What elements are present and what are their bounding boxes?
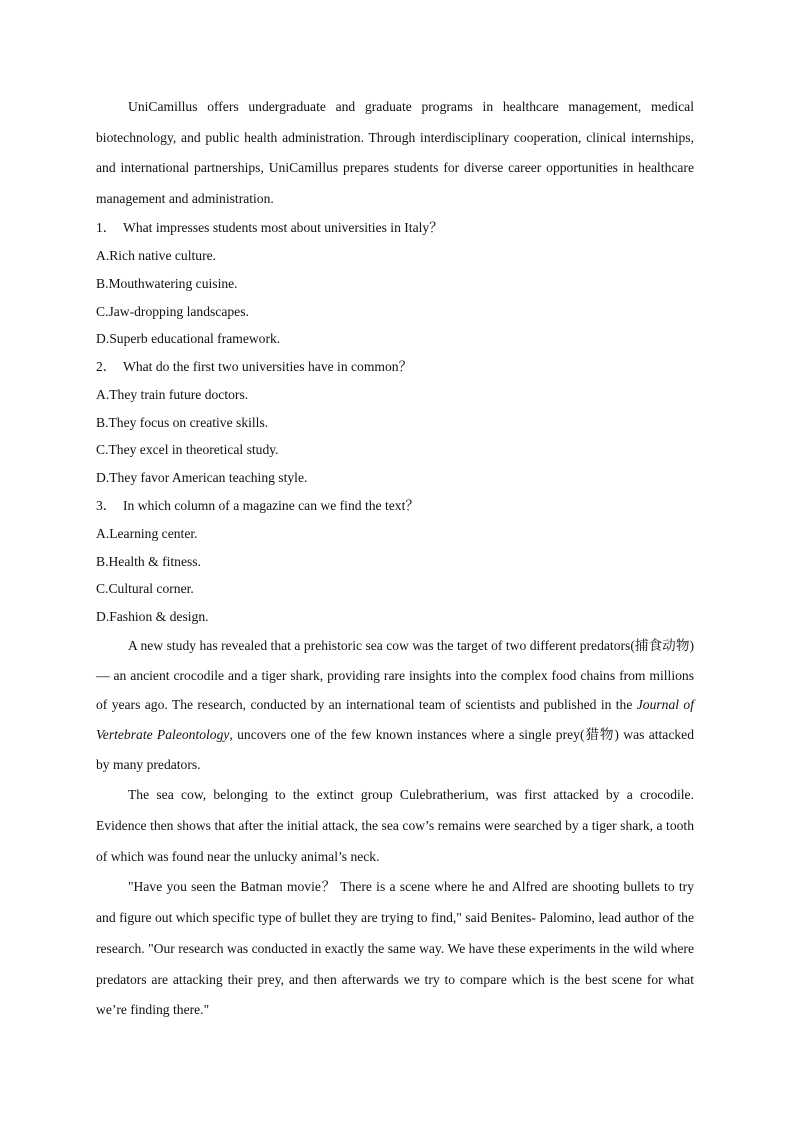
option-c: C.Jaw-dropping landscapes.	[96, 303, 249, 319]
question-2	[96, 353, 694, 492]
option-d: D.Superb educational framework.	[96, 331, 281, 347]
option-b: B.They focus on creative skills.	[96, 414, 269, 430]
intro-paragraph: UniCamillus offers undergraduate and graduate programs in healthcare management, medical biotechnology, and public health administration. Through interdisciplinary cooperation, clinical internships, and international partnerships, UniCamillus prepares students for diverse career opportunities in healthcare management and administration.	[96, 99, 694, 206]
question-number: 3．	[96, 497, 117, 513]
question-text: What impresses students most about universities in Italy？	[123, 220, 443, 235]
option-a: A.They train future doctors.	[96, 387, 249, 403]
passage-paragraph-3: "Have you seen the Batman movie？ There is a scene where he and Alfred are shooting bullets to try and figure out which specific type of bullet they are trying to find," said Benites- Palomino, lead author of the research. "Our research was conducted in exactly the same way. We have these experiments in the wild where predators are attacking their prey, and then afterwards we try to compare which is the best scene for what we’re finding there."	[96, 879, 694, 1018]
question-3	[96, 492, 694, 631]
option-d: D.They favor American teaching style.	[96, 469, 308, 485]
question-number: 2．	[96, 358, 117, 374]
passage-paragraph-1	[96, 631, 694, 779]
option-c: C.Cultural corner.	[96, 581, 194, 597]
passage-paragraph-2: The sea cow, belonging to the extinct group Culebratherium, was first attacked by a crocodile. Evidence then shows that after the initial attack, the sea cow’s remains were searched by a tiger shark, a tooth of which was found near the unlucky animal’s neck.	[96, 787, 694, 865]
journal-title: Journal of Vertebrate Paleontology	[96, 697, 694, 743]
option-a: A.Rich native culture.	[96, 248, 217, 264]
question-1	[96, 214, 694, 353]
option-c: C.They excel in theoretical study.	[96, 442, 279, 458]
option-a: A.Learning center.	[96, 525, 198, 541]
passage-text: , uncovers one of the few known instances where a single prey(猎物) was attacked by many predators.	[96, 727, 694, 772]
question-text: In which column of a magazine can we find the text？	[123, 497, 419, 513]
passage-text: A new study has revealed that a prehistoric sea cow was the target of two different predators(捕食动物)— an ancient crocodile and a tiger shark, providing rare insights into the complex food chains from millions of years ago. The research, conducted by an international team of scientists and published in the	[96, 638, 694, 713]
option-b: B.Health & fitness.	[96, 553, 201, 569]
question-text: What do the first two universities have in common？	[123, 358, 413, 374]
option-d: D.Fashion & design.	[96, 608, 209, 624]
question-number: 1．	[96, 220, 117, 235]
option-b: B.Mouthwatering cuisine.	[96, 275, 238, 291]
document-page	[96, 92, 694, 1026]
